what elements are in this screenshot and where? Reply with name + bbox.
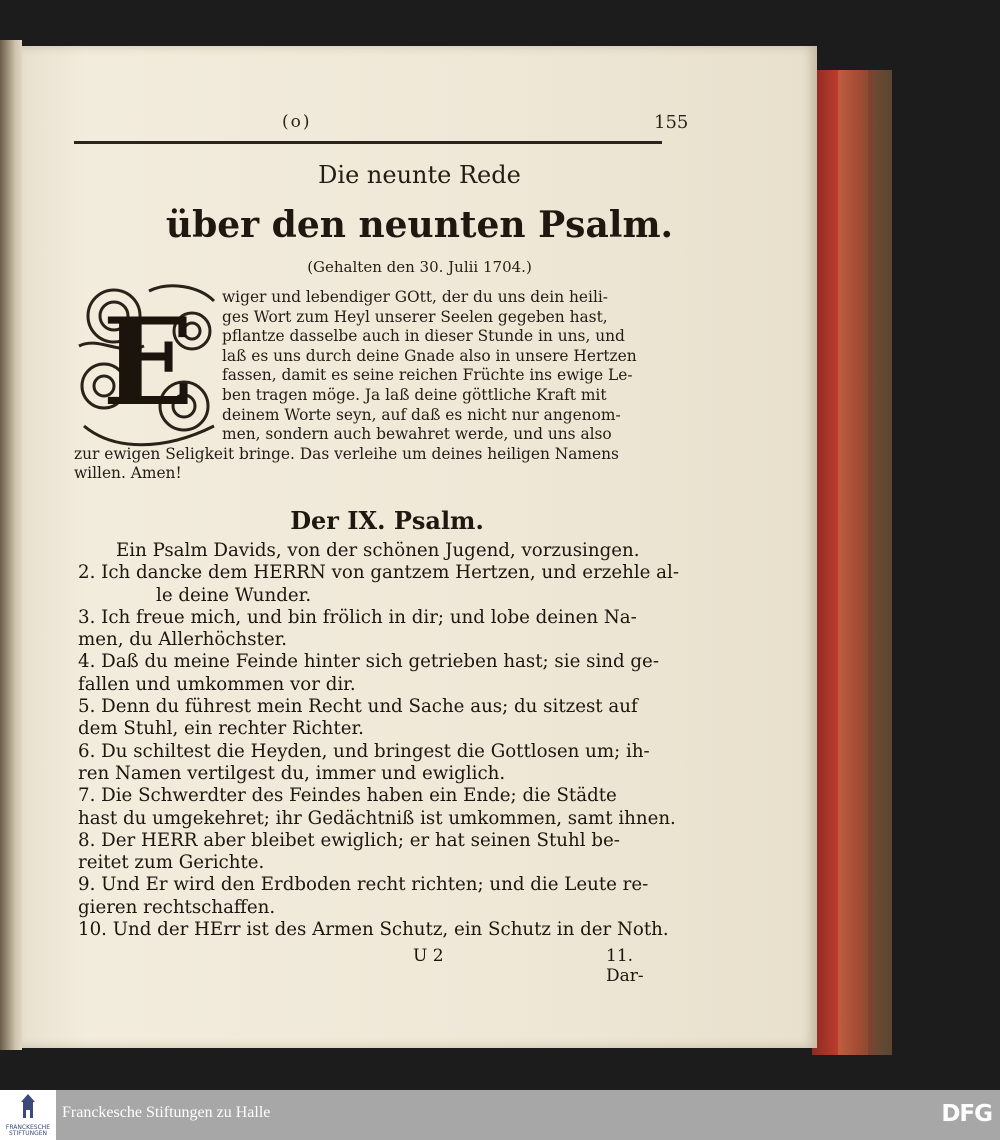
verse-line: 2. Ich dancke dem HERRN von gantzem Hertzen, und erzehle al-: [78, 562, 679, 584]
viewer-footer-bar: [0, 1090, 1000, 1140]
prayer-line: laß es uns durch deine Gnade also in unsere Hertzen: [222, 346, 637, 365]
prayer-line: willen. Amen!: [74, 464, 182, 483]
prayer-line: ben tragen möge. Ja laß deine göttliche Kraft mit: [222, 385, 607, 404]
verse-line: le deine Wunder.: [156, 584, 312, 606]
logo-text: FRANCKESCHE STIFTUNGEN: [5, 1124, 51, 1137]
verse-line: 3. Ich freue mich, und bin frölich in dir; und lobe deinen Na-: [78, 606, 637, 628]
verse-line: ren Namen vertilgest du, immer und ewiglich.: [78, 762, 506, 784]
institution-name[interactable]: Franckesche Stiftungen zu Halle: [62, 1104, 271, 1121]
running-head: (o): [282, 112, 312, 132]
opening-prayer: [74, 288, 674, 484]
book-cover-edge: [812, 70, 892, 1055]
prayer-line: zur ewigen Seligkeit bringe. Das verleihe um deines heiligen Namens: [74, 444, 619, 463]
header-rule: [74, 141, 662, 144]
signature-mark: U 2: [413, 946, 444, 966]
verse-line: 5. Denn du führest mein Recht und Sache aus; du sitzest auf: [78, 696, 638, 718]
verse-line: 10. Und der HErr ist des Armen Schutz, ein Schutz in der Noth.: [78, 919, 669, 941]
catchword: 11. Dar-: [606, 946, 644, 986]
book-page: [22, 46, 817, 1048]
francke-building-icon: [0, 1090, 56, 1124]
verse-line: Ein Psalm Davids, von der schönen Jugend, vorzusingen.: [116, 540, 640, 561]
verse-line: hast du umgekehret; ihr Gedächtniß ist umkommen, samt ihnen.: [78, 807, 676, 829]
verse-line: men, du Allerhöchster.: [78, 629, 288, 651]
verse-line: fallen und umkommen vor dir.: [78, 673, 356, 695]
psalm-heading: Der IX. Psalm.: [290, 506, 484, 535]
prayer-line: fassen, damit es seine reichen Früchte ins ewige Le-: [222, 366, 633, 385]
verse-line: 6. Du schiltest die Heyden, und bringest die Gottlosen um; ih-: [78, 740, 650, 762]
verse-line: dem Stuhl, ein rechter Richter.: [78, 718, 364, 740]
institution-logo[interactable]: [0, 1090, 56, 1140]
prayer-line: deinem Worte seyn, auf daß es nicht nur angenom-: [222, 405, 621, 424]
prayer-line: pflantze dasselbe auch in dieser Stunde in uns, und: [222, 327, 625, 346]
book-left-edge: [0, 40, 22, 1050]
sermon-title: Die neunte Rede: [318, 161, 521, 189]
prayer-line: ges Wort zum Heyl unserer Seelen gegeben hast,: [222, 307, 608, 326]
page-number: 155: [654, 112, 689, 133]
verse-line: 7. Die Schwerdter des Feindes haben ein Ende; die Städte: [78, 785, 617, 807]
psalm-verses: [78, 540, 679, 941]
dfg-logo[interactable]: DFG: [941, 1101, 992, 1127]
initial-letter: E: [102, 292, 194, 433]
dateline: (Gehalten den 30. Julii 1704.): [307, 258, 532, 276]
sermon-subtitle: über den neunten Psalm.: [165, 204, 674, 246]
verse-line: 4. Daß du meine Feinde hinter sich getrieben hast; sie sind ge-: [78, 651, 659, 673]
prayer-line: men, sondern auch bewahret werde, und uns also: [222, 425, 612, 444]
page-block-edge: [838, 70, 868, 1055]
page-header: [72, 106, 689, 146]
verse-line: gieren rechtschaffen.: [78, 896, 276, 918]
verse-line: 8. Der HERR aber bleibet ewiglich; er hat seinen Stuhl be-: [78, 829, 620, 851]
verse-line: 9. Und Er wird den Erdboden recht richten; und die Leute re-: [78, 874, 649, 896]
verse-line: reitet zum Gerichte.: [78, 852, 265, 874]
prayer-line: wiger und lebendiger GOtt, der du uns dein heili-: [222, 288, 608, 306]
